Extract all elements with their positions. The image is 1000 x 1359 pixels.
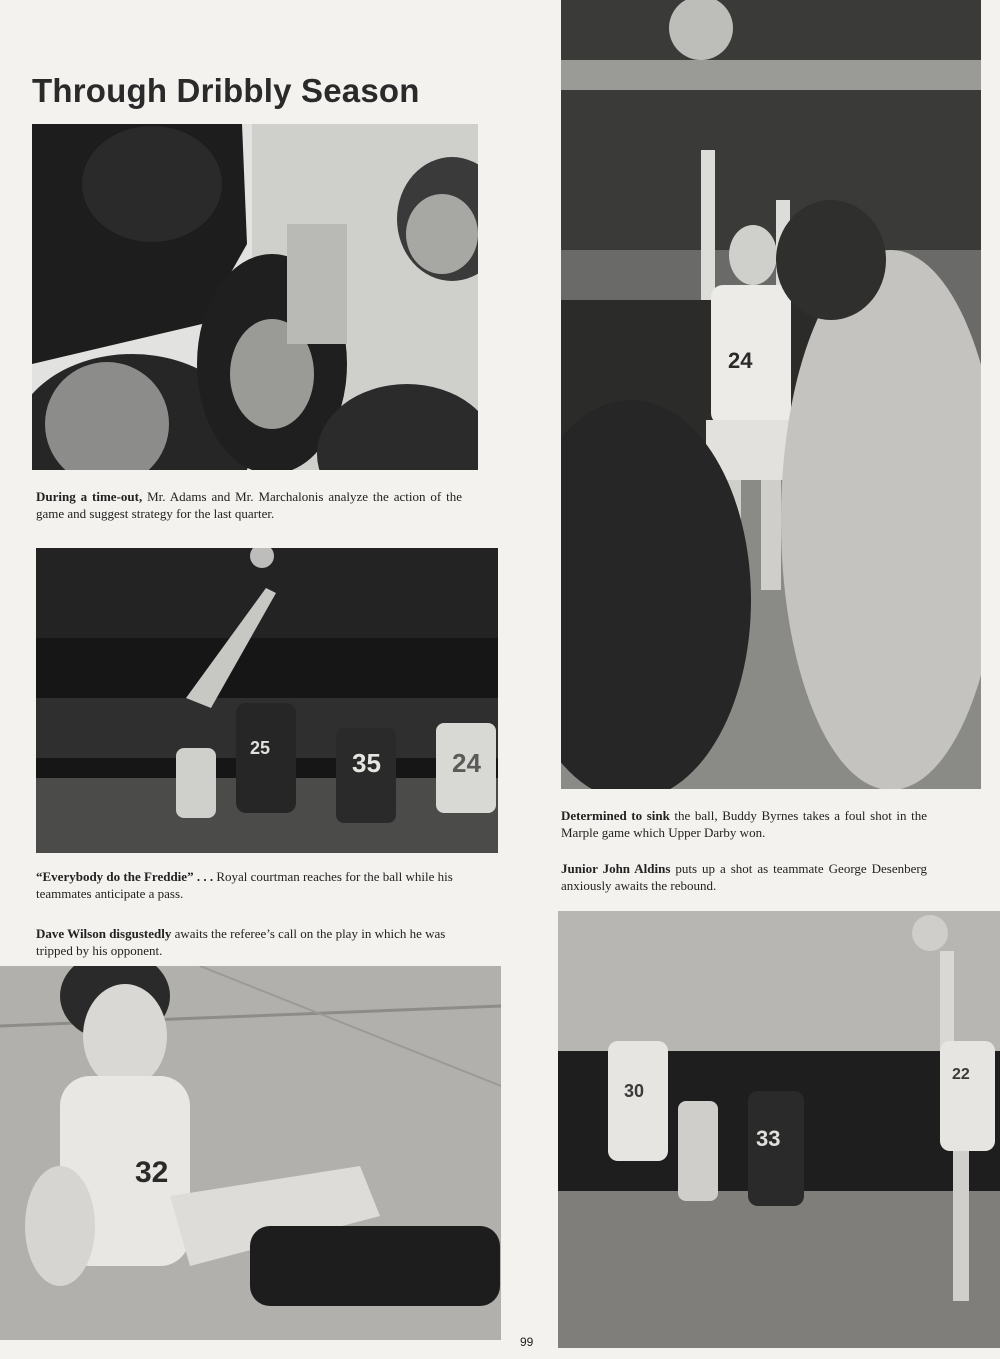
- page-title: Through Dribbly Season: [32, 72, 420, 109]
- jersey-radnor-number: 25: [250, 738, 271, 758]
- aldins-caption-text: puts up a shot as teammate George Desenberg anxiously awaits the rebound.: [561, 861, 928, 893]
- jersey-dark-number: 35: [352, 748, 381, 778]
- aldins-opponent-number: 33: [756, 1126, 781, 1151]
- timeout-caption-lead: During a time-out,: [36, 489, 143, 504]
- wilson-sitting-photo: [0, 966, 501, 1340]
- aldins-shot-photo: [558, 911, 1000, 1348]
- timeout-caption-text: Mr. Adams and Mr. Marchalonis analyze the action of the game and suggest strategy for the last quarter.: [36, 489, 462, 521]
- wilson-caption-lead: Dave Wilson disgustedly: [36, 926, 172, 941]
- aldins-caption: [561, 860, 927, 894]
- page-number: 99: [520, 1335, 534, 1349]
- aldins-jersey-number: 22: [952, 1066, 970, 1083]
- byrnes-caption-text: the ball, Buddy Byrnes takes a foul shot in the Marple game which Upper Darby won.: [561, 808, 927, 840]
- wilson-caption: [36, 925, 466, 959]
- byrnes-foul-shot-photo: [561, 0, 981, 789]
- byrnes-caption-lead: Determined to sink: [561, 808, 670, 823]
- wilson-jersey-number: 32: [135, 1156, 169, 1189]
- jersey-royal-number: 24: [452, 748, 481, 778]
- wilson-caption-text: awaits the referee’s call on the play in which he was tripped by his opponent.: [36, 926, 446, 958]
- byrnes-caption: [561, 807, 927, 841]
- aldins-teammate-number: 30: [624, 1081, 645, 1101]
- timeout-huddle-photo: [32, 124, 478, 470]
- freddie-caption-lead: “Everybody do the Freddie” . . .: [36, 869, 214, 884]
- byrnes-jersey-number: 24: [728, 348, 753, 373]
- freddie-caption-text: Royal courtman reaches for the ball while his teammates anticipate a pass.: [36, 869, 453, 901]
- jump-ball-photo: [36, 548, 498, 853]
- timeout-caption: [36, 488, 462, 522]
- aldins-caption-lead: Junior John Aldins: [561, 861, 671, 876]
- freddie-caption: [36, 868, 466, 902]
